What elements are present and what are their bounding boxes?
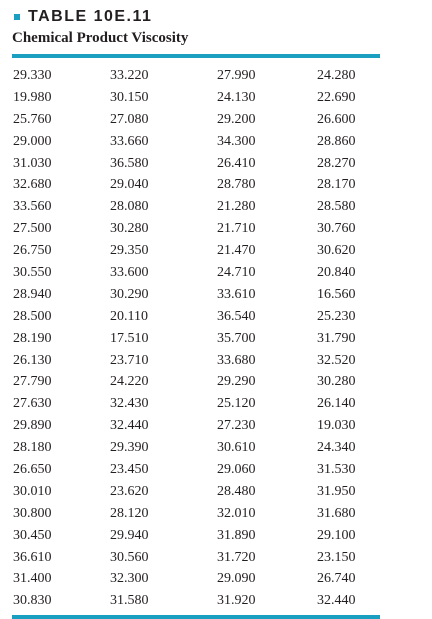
table-row: [12, 459, 380, 481]
table-cell: 31.580: [110, 593, 149, 609]
table-cell: 26.140: [317, 396, 356, 412]
table-cell: 31.530: [317, 461, 356, 477]
table-cell: 19.030: [317, 418, 356, 434]
table-cell: 29.940: [110, 527, 149, 543]
table-cell: 21.280: [217, 199, 256, 215]
table-cell: 27.080: [110, 111, 149, 127]
table-cell: 23.150: [317, 549, 356, 565]
table-row: [12, 284, 380, 306]
table-number-label: TABLE 10E.11: [28, 8, 153, 25]
table-cell: 24.340: [317, 440, 356, 456]
table-cell: 22.690: [317, 89, 356, 105]
table-top-rule: [12, 54, 380, 58]
table-row: [12, 350, 380, 372]
table-cell: 36.580: [110, 155, 149, 171]
table-cell: 28.940: [13, 286, 52, 302]
table-cell: 29.100: [317, 527, 356, 543]
table-row: [12, 481, 380, 503]
table-row: [12, 87, 380, 109]
table-cell: 33.680: [217, 352, 256, 368]
table-cell: 20.110: [110, 308, 148, 324]
table-cell: 21.470: [217, 243, 256, 259]
table-row: [12, 174, 380, 196]
table-cell: 28.120: [110, 505, 149, 521]
table-cell: 30.280: [317, 374, 356, 390]
table-row: [12, 371, 380, 393]
table-row: [12, 328, 380, 350]
table-cell: 28.270: [317, 155, 356, 171]
table-cell: 33.600: [110, 264, 149, 280]
table-cell: 31.890: [217, 527, 256, 543]
table-cell: 33.220: [110, 67, 149, 83]
table-cell: 23.710: [110, 352, 149, 368]
viscosity-table: [12, 65, 380, 612]
table-cell: 30.290: [110, 286, 149, 302]
table-cell: 26.650: [13, 461, 52, 477]
table-cell: 35.700: [217, 330, 256, 346]
table-row: [12, 109, 380, 131]
table-cell: 28.190: [13, 330, 52, 346]
table-cell: 24.710: [217, 264, 256, 280]
table-cell: 25.760: [13, 111, 52, 127]
table-cell: 32.680: [13, 177, 52, 193]
table-cell: 29.060: [217, 461, 256, 477]
table-cell: 27.990: [217, 67, 256, 83]
table-row: [12, 65, 380, 87]
table-row: [12, 218, 380, 240]
table-label-line: [12, 6, 380, 28]
table-cell: 28.480: [217, 483, 256, 499]
table-row: [12, 196, 380, 218]
table-cell: 31.790: [317, 330, 356, 346]
table-cell: 24.220: [110, 374, 149, 390]
table-cell: 29.090: [217, 571, 256, 587]
table-cell: 25.230: [317, 308, 356, 324]
table-cell: 28.170: [317, 177, 356, 193]
table-row: [12, 306, 380, 328]
table-cell: 29.000: [13, 133, 52, 149]
table-cell: 26.410: [217, 155, 256, 171]
table-cell: 27.790: [13, 374, 52, 390]
table-cell: 24.280: [317, 67, 356, 83]
table-cell: 23.620: [110, 483, 149, 499]
square-bullet-icon: [14, 14, 20, 20]
table-cell: 30.620: [317, 243, 356, 259]
table-cell: 30.760: [317, 221, 356, 237]
table-cell: 28.080: [110, 199, 149, 215]
table-cell: 29.290: [217, 374, 256, 390]
table-cell: 30.010: [13, 483, 52, 499]
table-cell: 26.750: [13, 243, 52, 259]
table-cell: 31.920: [217, 593, 256, 609]
table-cell: 30.560: [110, 549, 149, 565]
table-cell: 28.500: [13, 308, 52, 324]
table-cell: 34.300: [217, 133, 256, 149]
table-cell: 19.980: [13, 89, 52, 105]
table-row: [12, 240, 380, 262]
table-row: [12, 568, 380, 590]
table-cell: 28.180: [13, 440, 52, 456]
table-cell: 33.610: [217, 286, 256, 302]
table-cell: 17.510: [110, 330, 149, 346]
table-cell: 30.800: [13, 505, 52, 521]
table-row: [12, 393, 380, 415]
table-cell: 32.440: [110, 418, 149, 434]
data-table-block: [12, 6, 380, 619]
table-cell: 29.890: [13, 418, 52, 434]
table-cell: 32.010: [217, 505, 256, 521]
table-cell: 27.500: [13, 221, 52, 237]
table-cell: 26.740: [317, 571, 356, 587]
table-bottom-rule: [12, 615, 380, 619]
table-cell: 25.120: [217, 396, 256, 412]
table-cell: 28.780: [217, 177, 256, 193]
table-row: [12, 415, 380, 437]
table-row: [12, 437, 380, 459]
table-cell: 26.130: [13, 352, 52, 368]
table-cell: 30.150: [110, 89, 149, 105]
table-cell: 29.390: [110, 440, 149, 456]
table-row: [12, 153, 380, 175]
table-cell: 28.860: [317, 133, 356, 149]
table-cell: 31.030: [13, 155, 52, 171]
table-cell: 32.520: [317, 352, 356, 368]
table-cell: 33.560: [13, 199, 52, 215]
table-cell: 28.580: [317, 199, 356, 215]
table-cell: 29.350: [110, 243, 149, 259]
table-row: [12, 503, 380, 525]
table-cell: 33.660: [110, 133, 149, 149]
table-cell: 32.430: [110, 396, 149, 412]
table-row: [12, 262, 380, 284]
table-cell: 30.550: [13, 264, 52, 280]
table-body: [12, 65, 380, 612]
table-cell: 21.710: [217, 221, 256, 237]
table-row: [12, 590, 380, 612]
table-cell: 26.600: [317, 111, 356, 127]
table-cell: 24.130: [217, 89, 256, 105]
table-cell: 32.440: [317, 593, 356, 609]
table-cell: 29.040: [110, 177, 149, 193]
table-cell: 31.950: [317, 483, 356, 499]
table-cell: 20.840: [317, 264, 356, 280]
table-caption: Chemical Product Viscosity: [12, 30, 189, 46]
table-cell: 30.280: [110, 221, 149, 237]
table-row: [12, 547, 380, 569]
table-cell: 27.230: [217, 418, 256, 434]
table-cell: 30.830: [13, 593, 52, 609]
table-cell: 32.300: [110, 571, 149, 587]
table-cell: 29.330: [13, 67, 52, 83]
table-cell: 30.610: [217, 440, 256, 456]
table-cell: 36.540: [217, 308, 256, 324]
table-cell: 27.630: [13, 396, 52, 412]
table-cell: 16.560: [317, 286, 356, 302]
table-cell: 31.680: [317, 505, 356, 521]
table-cell: 29.200: [217, 111, 256, 127]
table-cell: 30.450: [13, 527, 52, 543]
table-row: [12, 525, 380, 547]
table-cell: 31.400: [13, 571, 52, 587]
table-cell: 23.450: [110, 461, 149, 477]
table-row: [12, 131, 380, 153]
table-cell: 36.610: [13, 549, 52, 565]
table-cell: 31.720: [217, 549, 256, 565]
